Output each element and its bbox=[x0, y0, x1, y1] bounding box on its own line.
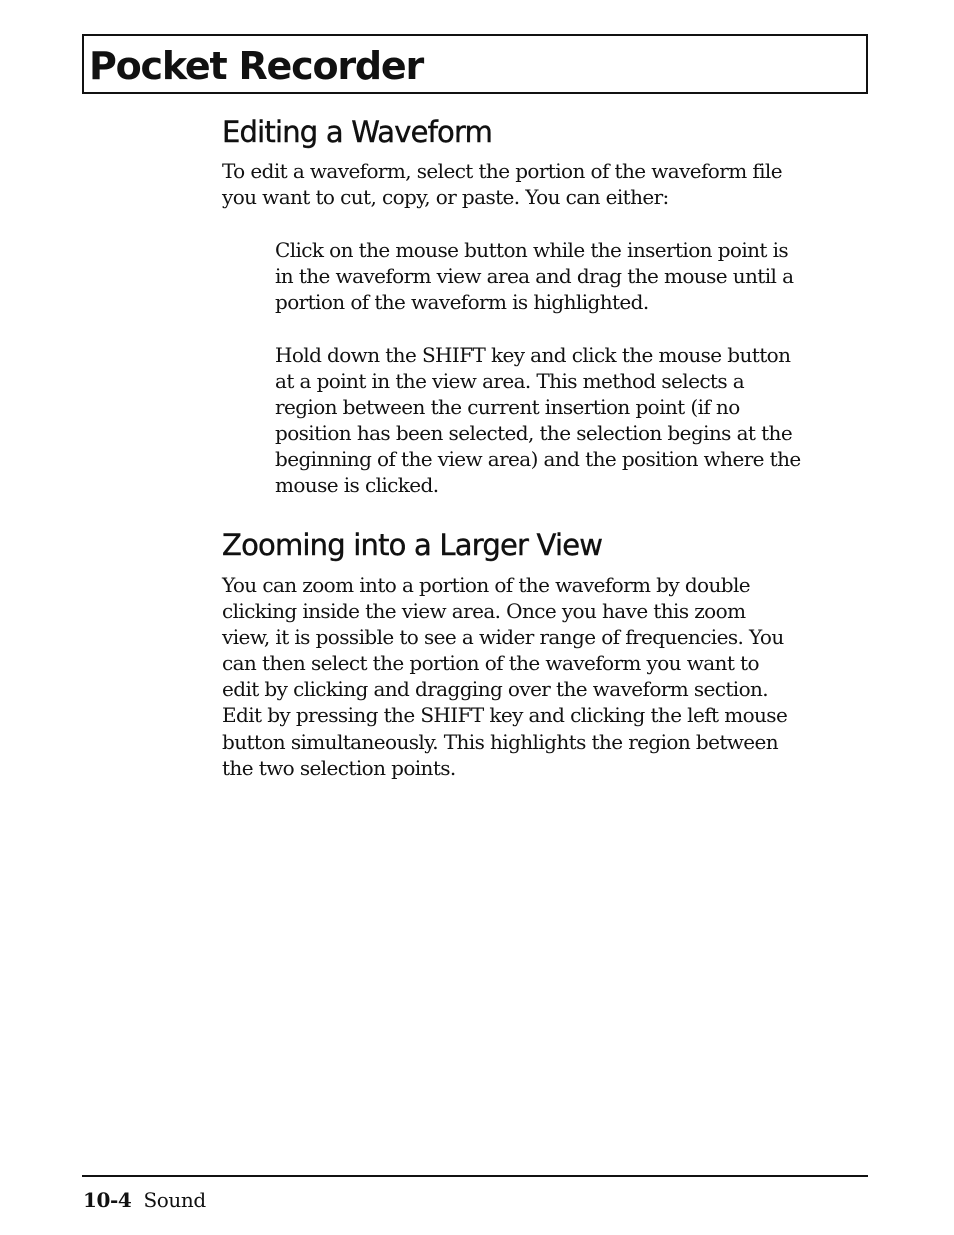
section-heading-zooming: Zooming into a Larger View bbox=[222, 528, 603, 562]
footer-divider bbox=[82, 1175, 868, 1177]
page-header-box bbox=[82, 34, 868, 94]
page-title: Pocket Recorder bbox=[89, 44, 424, 88]
editing-option-shift-click: Hold down the SHIFT key and click the mouse button at a point in the view area. This method selects a region between the current insertion point (if no position has been selected, the selection begins at the beginning of the view area) and the position where the mouse is clicked. bbox=[275, 343, 801, 498]
section-heading-editing: Editing a Waveform bbox=[222, 115, 493, 149]
editing-intro-paragraph: To edit a waveform, select the portion of the waveform file you want to cut, copy, or paste. You can either: bbox=[222, 159, 782, 210]
page-footer bbox=[83, 1187, 206, 1213]
footer-page-number: 10-4 bbox=[83, 1188, 132, 1212]
zooming-paragraph: You can zoom into a portion of the waveform by double clicking inside the view area. Once you have this zoom view, it is possible to see a wider range of frequencies. You can then select the portion of the waveform you want to edit by clicking and dragging over the waveform section. Edit by pressing the SHIFT key and clicking the left mouse button simultaneously. This highlights the region between the two selection points. bbox=[222, 573, 788, 780]
editing-option-drag: Click on the mouse button while the insertion point is in the waveform view area and drag the mouse until a portion of the waveform is highlighted. bbox=[275, 238, 794, 315]
footer-chapter-name: Sound bbox=[143, 1188, 206, 1212]
